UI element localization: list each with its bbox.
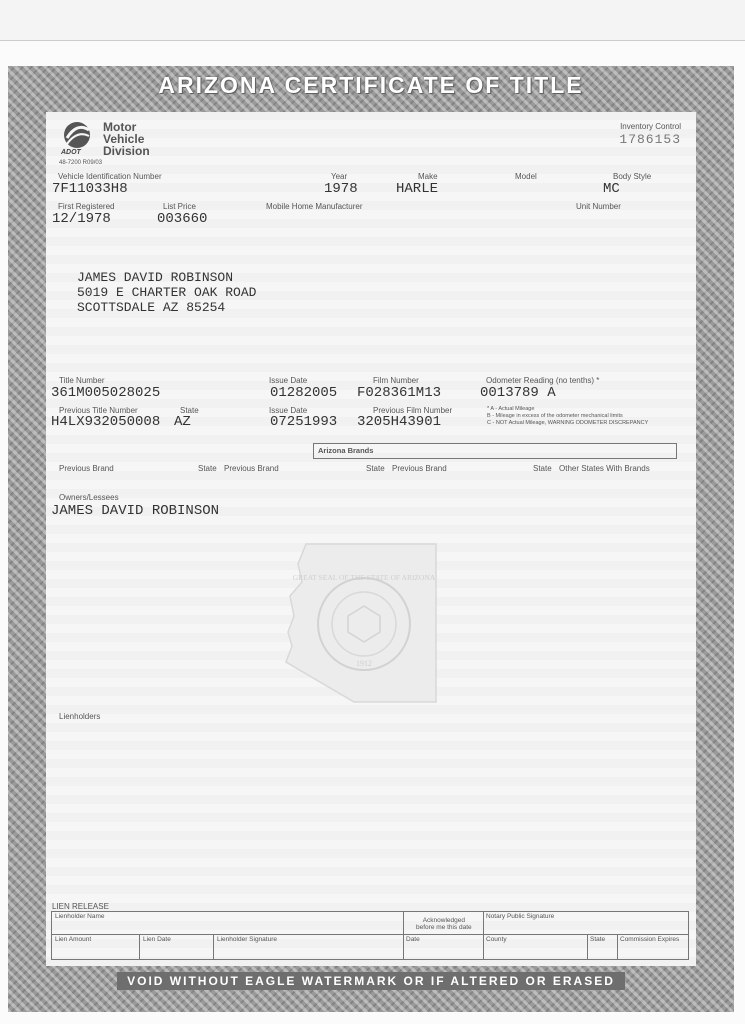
previous-state-label: State	[180, 406, 199, 415]
certificate-body	[46, 112, 696, 966]
acknowledged-label	[416, 917, 472, 931]
make-label: Make	[418, 172, 438, 181]
list-price-value: 003660	[157, 211, 208, 227]
title-number-label: Title Number	[59, 376, 105, 385]
certificate-title: ARIZONA CERTIFICATE OF TITLE	[158, 72, 584, 98]
acknowledged-line-2: before me this date	[416, 924, 472, 931]
lien-amount-label: Lien Amount	[55, 936, 92, 943]
previous-brand-3: Previous Brand	[392, 464, 447, 473]
issue-date-label: Issue Date	[269, 376, 308, 385]
scanner-top-band	[0, 0, 745, 41]
first-registered-label: First Registered	[58, 202, 115, 211]
lienholders-label: Lienholders	[59, 712, 101, 721]
mvd-line-1: Motor	[103, 120, 137, 134]
lienholder-signature-label: Lienholder Signature	[217, 936, 277, 943]
unit-number-label: Unit Number	[576, 202, 621, 211]
adot-logo-text: ADOT	[61, 149, 81, 156]
lienholder-name-label: Lienholder Name	[55, 913, 105, 920]
odometer-note-a: * A - Actual Mileage	[487, 406, 535, 412]
year-value: 1978	[324, 181, 358, 197]
lien-release-title: LIEN RELEASE	[52, 902, 109, 911]
odometer-note-c: C - NOT Actual Mileage, WARNING ODOMETER DISCREPANCY	[487, 420, 649, 426]
mvd-line-2: Vehicle	[103, 132, 145, 146]
film-number-label: Film Number	[373, 376, 419, 385]
arizona-brands-label: Arizona Brands	[318, 446, 374, 455]
brand-state-2: State	[366, 464, 385, 473]
void-warning-text: VOID WITHOUT EAGLE WATERMARK OR IF ALTERED OR ERASED	[117, 972, 625, 990]
inventory-label: Inventory Control	[620, 122, 681, 131]
previous-issue-label: Issue Date	[269, 406, 308, 415]
film-number-value: F028361M13	[357, 385, 442, 401]
adot-logo	[59, 120, 150, 166]
odometer-notes	[487, 406, 648, 427]
seal-year: 1912	[356, 659, 372, 668]
void-warning-footer	[8, 974, 734, 988]
owner-address	[77, 270, 256, 315]
lien-date-label: Lien Date	[143, 936, 171, 943]
previous-film-value: 3205H43901	[357, 414, 442, 430]
mvd-line-3: Division	[103, 144, 150, 158]
certificate-border	[8, 66, 734, 1012]
seal-text: GREAT SEAL OF THE STATE OF ARIZONA	[292, 573, 436, 582]
mvd-name	[103, 121, 150, 157]
inventory-number: 1786153	[619, 132, 681, 147]
owners-label: Owners/Lessees	[59, 493, 119, 502]
owner-address-line-3: SCOTTSDALE AZ 85254	[77, 300, 226, 315]
owner-address-line-2: 5019 E CHARTER OAK ROAD	[77, 285, 257, 300]
lien-release-table	[51, 911, 689, 960]
body-style-value: MC	[603, 181, 620, 197]
previous-brand-2: Previous Brand	[224, 464, 279, 473]
arizona-brands-box	[313, 443, 677, 459]
odometer-note-b: B - Mileage in excess of the odometer mechanical limits	[487, 413, 623, 419]
acknowledged-line-1: Acknowledged	[422, 917, 465, 924]
other-states-brands: Other States With Brands	[559, 464, 650, 473]
previous-issue-value: 07251993	[270, 414, 338, 430]
commission-expires-label: Commission Expires	[620, 936, 680, 943]
vin-label: Vehicle Identification Number	[58, 172, 162, 181]
previous-film-label: Previous Film Number	[373, 406, 453, 415]
owner-address-line-1: JAMES DAVID ROBINSON	[77, 270, 234, 285]
odometer-value: 0013789 A	[480, 385, 556, 401]
model-label: Model	[515, 172, 537, 181]
arizona-seal-watermark	[284, 536, 444, 706]
first-registered-value: 12/1978	[52, 211, 111, 227]
title-number-value: 361M005028025	[51, 385, 161, 401]
arizona-map-shape	[286, 544, 436, 702]
odometer-label: Odometer Reading (no tenths) *	[486, 376, 600, 385]
county-label: County	[486, 936, 507, 943]
owners-value: JAMES DAVID ROBINSON	[51, 503, 220, 519]
mobile-home-label: Mobile Home Manufacturer	[266, 202, 363, 211]
previous-state-value: AZ	[174, 414, 191, 430]
brand-state-3: State	[533, 464, 552, 473]
form-number: 48-7200 R09/03	[59, 160, 103, 166]
make-value: HARLE	[396, 181, 439, 197]
year-label: Year	[331, 172, 348, 181]
release-date-label: Date	[406, 936, 420, 943]
issue-date-value: 01282005	[270, 385, 338, 401]
brand-state-1: State	[198, 464, 217, 473]
body-style-label: Body Style	[613, 172, 652, 181]
adot-swoosh-icon	[59, 120, 99, 156]
previous-brand-1: Previous Brand	[59, 464, 114, 473]
list-price-label: List Price	[163, 202, 196, 211]
notary-state-label: State	[590, 936, 606, 943]
notary-signature-label: Notary Public Signature	[486, 913, 555, 920]
previous-title-value: H4LX932050008	[51, 414, 161, 430]
previous-title-label: Previous Title Number	[59, 406, 138, 415]
vin-value: 7F11033H8	[52, 181, 128, 197]
